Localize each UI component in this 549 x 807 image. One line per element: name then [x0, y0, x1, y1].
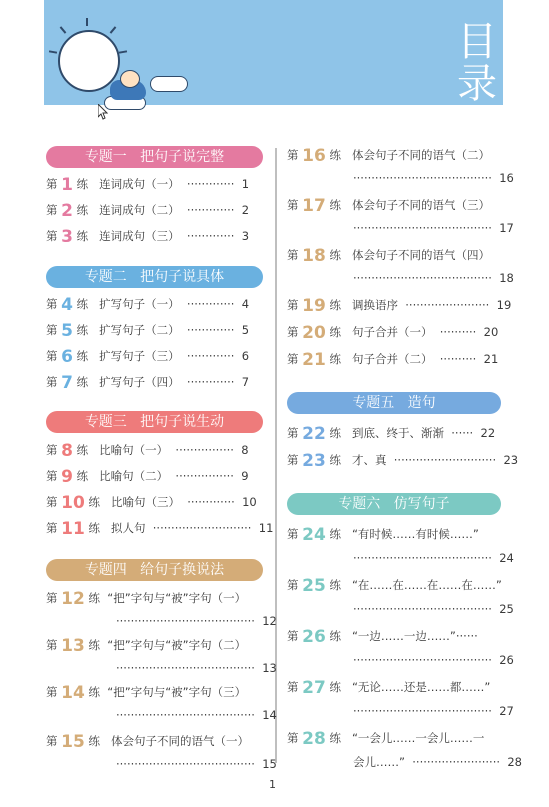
dot-leader: ······································	[353, 704, 500, 718]
entry-prefix: 第	[287, 198, 303, 212]
entry-prefix: 第	[46, 323, 62, 337]
toc-entry-23[interactable]	[287, 452, 518, 469]
page-number: 8	[241, 443, 249, 457]
entry-title: 练 句子合并（一） ··········	[325, 325, 484, 339]
entry-prefix: 第	[46, 734, 62, 748]
leader-dots	[353, 652, 514, 668]
toc-entry-26[interactable]	[287, 628, 478, 645]
dot-leader: ······································	[116, 708, 263, 722]
entry-title: 练 “一会儿……一会儿……一	[325, 731, 485, 745]
toc-entry-3[interactable]	[46, 228, 249, 245]
page-number: 24	[499, 551, 514, 565]
entry-prefix: 第	[46, 638, 62, 652]
entry-prefix: 第	[46, 177, 62, 191]
lesson-number: 1	[61, 175, 73, 195]
section-header-4: 专题四 给句子换说法	[46, 559, 263, 581]
lesson-number: 11	[61, 519, 85, 539]
entry-title: 练 连词成句（三） ·············	[73, 229, 242, 243]
page-number: 7	[241, 375, 250, 389]
toc-entry-19[interactable]	[287, 297, 511, 314]
page-number: 21	[483, 352, 499, 366]
entry-prefix: 第	[287, 148, 303, 162]
leader-dots	[116, 613, 277, 629]
toc-entry-15[interactable]	[46, 733, 249, 750]
lesson-number: 10	[61, 493, 85, 513]
toc-entry-7[interactable]	[46, 374, 249, 391]
lesson-number: 26	[302, 627, 326, 647]
page-number: 3	[241, 229, 250, 243]
section-header-6: 专题六 仿写句子	[287, 493, 501, 515]
page-number: 11	[258, 521, 274, 535]
page-number: 12	[262, 614, 277, 628]
mouse-cursor-icon	[98, 104, 108, 120]
leader-dots	[353, 170, 514, 186]
lesson-number: 9	[61, 467, 73, 487]
section-header-2: 专题二 把句子说具体	[46, 266, 263, 288]
entry-prefix: 第	[287, 298, 303, 312]
entry-prefix: 第	[287, 578, 303, 592]
leader-dots	[116, 660, 277, 676]
toc-entry-22[interactable]	[287, 425, 495, 442]
lesson-number: 21	[302, 350, 326, 370]
lesson-number: 16	[302, 146, 326, 166]
toc-entry-9[interactable]	[46, 468, 249, 485]
toc-entry-2[interactable]	[46, 202, 249, 219]
page-number: 23	[503, 453, 519, 467]
lesson-number: 28	[302, 729, 326, 749]
entry-prefix: 第	[46, 297, 62, 311]
page-number: 13	[262, 661, 277, 675]
lesson-number: 3	[61, 227, 73, 247]
entry-title-continued: 会儿……” ························	[353, 755, 508, 769]
entry-prefix: 第	[287, 352, 303, 366]
leader-dots	[353, 550, 514, 566]
toc-entry-25[interactable]	[287, 577, 502, 594]
entry-prefix: 第	[46, 469, 62, 483]
lesson-number: 23	[302, 451, 326, 471]
entry-title: 练 到底、终于、渐渐 ······	[325, 426, 481, 440]
toc-entry-21[interactable]	[287, 351, 498, 368]
lesson-number: 25	[302, 576, 326, 596]
entry-prefix: 第	[287, 248, 303, 262]
entry-prefix: 第	[287, 453, 303, 467]
page-number: 27	[499, 704, 514, 718]
sun-ray	[86, 18, 88, 26]
lesson-number: 7	[61, 373, 73, 393]
title-char-2: 录	[457, 61, 497, 107]
toc-entry-28[interactable]	[287, 730, 484, 747]
entry-title: 练 “把”字句与“被”字句（二）	[84, 638, 247, 652]
entry-prefix: 第	[46, 443, 62, 457]
entry-prefix: 第	[287, 426, 303, 440]
dot-leader: ······································	[353, 653, 500, 667]
toc-entry-11[interactable]	[46, 520, 273, 537]
lesson-number: 20	[302, 323, 326, 343]
entry-prefix: 第	[287, 629, 303, 643]
entry-title: 练 “把”字句与“被”字句（一）	[84, 591, 247, 605]
entry-title: 练 句子合并（二） ··········	[325, 352, 484, 366]
entry-title: 练 扩写句子（三） ·············	[73, 349, 242, 363]
entry-title: 练 “有时候……有时候……”	[325, 527, 479, 541]
toc-entry-12[interactable]	[46, 590, 246, 607]
page-number: 10	[242, 495, 257, 509]
lesson-number: 2	[61, 201, 73, 221]
page-number: 20	[483, 325, 499, 339]
dot-leader: ······································	[116, 614, 263, 628]
entry-title: 练 连词成句（一） ·············	[73, 177, 242, 191]
entry-title: 练 扩写句子（一） ·············	[73, 297, 242, 311]
page-number: 15	[262, 757, 277, 771]
entry-prefix: 第	[46, 375, 62, 389]
entry-title: 练 才、真 ····························	[325, 453, 504, 467]
page-number: 1	[241, 177, 250, 191]
toc-entry-1[interactable]	[46, 176, 249, 193]
entry-title: 练 调换语序 ·······················	[325, 298, 497, 312]
toc-entry-24[interactable]	[287, 526, 479, 543]
dot-leader: ······································	[353, 221, 500, 235]
toc-entry-16[interactable]	[287, 147, 490, 164]
page-number: 6	[241, 349, 250, 363]
entry-prefix: 第	[46, 591, 62, 605]
entry-title: 练 “把”字句与“被”字句（三）	[84, 685, 247, 699]
dot-leader: ······································	[353, 271, 500, 285]
page-number: 5	[241, 323, 250, 337]
lesson-number: 8	[61, 441, 73, 461]
section-header-3: 专题三 把句子说生动	[46, 411, 263, 433]
dot-leader: ······································	[116, 757, 263, 771]
lesson-number: 27	[302, 678, 326, 698]
lesson-number: 15	[61, 732, 85, 752]
entry-prefix: 第	[46, 349, 62, 363]
lesson-number: 13	[61, 636, 85, 656]
section-header-5: 专题五 造句	[287, 392, 501, 414]
toc-entry-20[interactable]	[287, 324, 498, 341]
entry-title: 练 扩写句子（二） ·············	[73, 323, 242, 337]
dot-leader: ······································	[353, 602, 500, 616]
entry-title: 练 比喻句（一） ················	[73, 443, 242, 457]
page-number: 17	[499, 221, 514, 235]
leader-dots	[353, 601, 514, 617]
entry-title: 练 “无论……还是……都……”	[325, 680, 491, 694]
entry-prefix: 第	[287, 325, 303, 339]
lesson-number: 6	[61, 347, 73, 367]
entry-title: 练 拟人句 ···························	[84, 521, 259, 535]
section-header-1: 专题一 把句子说完整	[46, 146, 263, 168]
toc-entry-6[interactable]	[46, 348, 249, 365]
entry-title: 练 体会句子不同的语气（二）	[325, 148, 490, 162]
lesson-number: 14	[61, 683, 85, 703]
entry-prefix: 第	[46, 229, 62, 243]
entry-title: 练 扩写句子（四） ·············	[73, 375, 242, 389]
leader-dots	[353, 754, 522, 770]
entry-title: 练 体会句子不同的语气（四）	[325, 248, 490, 262]
page-number: 18	[499, 271, 514, 285]
entry-prefix: 第	[287, 527, 303, 541]
lesson-number: 18	[302, 246, 326, 266]
page-number: 2	[241, 203, 250, 217]
dot-leader: ······································	[353, 171, 500, 185]
toc-entry-27[interactable]	[287, 679, 490, 696]
title-char-1: 目	[457, 19, 497, 65]
page-number: 16	[499, 171, 514, 185]
entry-prefix: 第	[46, 521, 62, 535]
entry-title: 练 体会句子不同的语气（一）	[84, 734, 249, 748]
entry-prefix: 第	[46, 495, 62, 509]
lesson-number: 5	[61, 321, 73, 341]
cloud-illustration	[150, 76, 188, 92]
entry-title: 练 “在……在……在……在……”	[325, 578, 502, 592]
page-number: 4	[241, 297, 250, 311]
lesson-number: 22	[302, 424, 326, 444]
sun-illustration	[58, 30, 120, 92]
entry-prefix: 第	[46, 203, 62, 217]
toc-entry-8[interactable]	[46, 442, 249, 459]
leader-dots	[353, 703, 514, 719]
lesson-number: 19	[302, 296, 326, 316]
leader-dots	[116, 707, 277, 723]
toc-entry-10[interactable]	[46, 494, 257, 511]
dot-leader: ······································	[353, 551, 500, 565]
page-number: 25	[499, 602, 514, 616]
lesson-number: 17	[302, 196, 326, 216]
leader-dots	[116, 756, 277, 772]
entry-title: 练 连词成句（二） ·············	[73, 203, 242, 217]
toc-entry-14[interactable]	[46, 684, 246, 701]
page-footer-number: 1	[269, 778, 276, 791]
leader-dots	[353, 220, 514, 236]
page-number: 22	[480, 426, 496, 440]
lesson-number: 4	[61, 295, 73, 315]
entry-prefix: 第	[287, 680, 303, 694]
toc-entry-5[interactable]	[46, 322, 249, 339]
toc-entry-18[interactable]	[287, 247, 490, 264]
entry-title: 练 “一边……一边……”······	[325, 629, 478, 643]
entry-title: 练 比喻句（三） ·············	[84, 495, 243, 509]
toc-entry-17[interactable]	[287, 197, 490, 214]
entry-title: 练 比喻句（二） ················	[73, 469, 242, 483]
lesson-number: 24	[302, 525, 326, 545]
lesson-number: 12	[61, 589, 85, 609]
page-number: 28	[507, 755, 522, 769]
boy-head-illustration	[120, 70, 140, 88]
entry-prefix: 第	[46, 685, 62, 699]
leader-dots	[353, 270, 514, 286]
toc-entry-4[interactable]	[46, 296, 249, 313]
entry-prefix: 第	[287, 731, 303, 745]
entry-title: 练 体会句子不同的语气（三）	[325, 198, 490, 212]
toc-entry-13[interactable]	[46, 637, 246, 654]
page-number: 14	[262, 708, 277, 722]
page-number: 9	[241, 469, 249, 483]
page-number: 26	[499, 653, 514, 667]
page-number: 19	[496, 298, 512, 312]
dot-leader: ······································	[116, 661, 263, 675]
